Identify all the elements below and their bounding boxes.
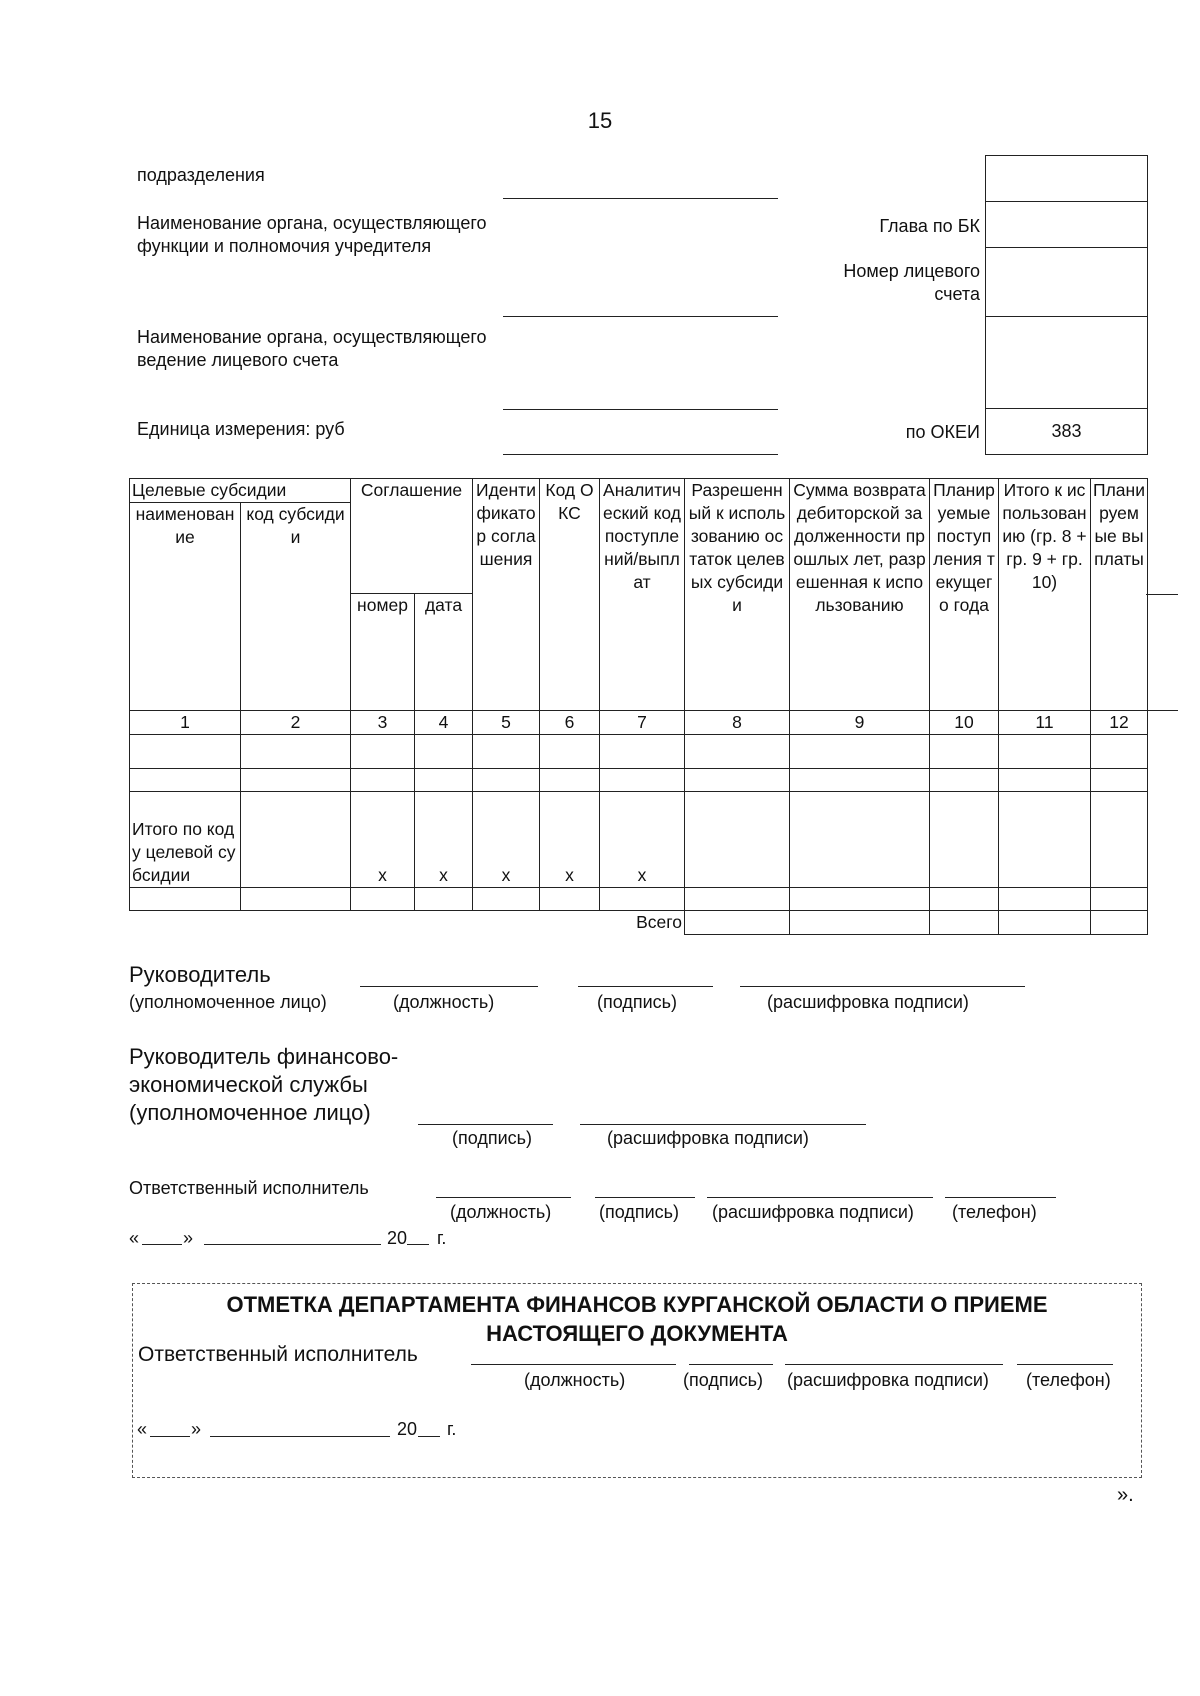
col-number: 2: [241, 711, 351, 735]
col-number: 1: [130, 711, 241, 735]
x-mark: х: [415, 792, 473, 888]
col-number: 8: [685, 711, 790, 735]
stamp-title-line-1: ОТМЕТКА ДЕПАРТАМЕНТА ФИНАНСОВ КУРГАНСКОЙ ОБЛАСТИ О ПРИЕМЕ: [226, 1292, 1048, 1317]
fin-signature-line: [418, 1124, 553, 1125]
col-number: 9: [790, 711, 930, 735]
date-year-line: [407, 1244, 429, 1245]
head-decoding-caption: (расшифровка подписи): [767, 992, 969, 1012]
stamp-position-line: [471, 1364, 676, 1365]
code-cell-chapter-bk: [986, 202, 1147, 248]
fin-decoding-caption: (расшифровка подписи): [607, 1128, 809, 1148]
th-return: Сумма возврата дебиторской задолженности прошлых лет, разрешенная к использованию: [790, 479, 930, 711]
fin-head-line-3: (уполномоченное лицо): [129, 1100, 371, 1125]
founder-organ-label: Наименование органа, осуществляющего функции и полномочия учредителя: [137, 213, 487, 256]
account-number-label: Номер лицевого счета: [843, 261, 980, 304]
table-row: [130, 735, 1148, 769]
head-signature-caption: (подпись): [597, 992, 678, 1012]
unit-line: [503, 454, 778, 455]
unit-label: Единица измерения: руб: [137, 419, 345, 439]
total-by-code-label: Итого по коду целевой субсидии: [130, 792, 241, 888]
head-decoding-line: [740, 986, 1025, 987]
stamp-position-caption: (должность): [524, 1370, 626, 1390]
account-organ-label: Наименование органа, осуществляющего ведение лицевого счета: [137, 327, 487, 370]
th-analytic: Аналитический код поступлений/выплат: [600, 479, 685, 711]
date-year-prefix: 20: [387, 1228, 408, 1248]
head-authorized: (уполномоченное лицо): [129, 992, 327, 1012]
date-year-suffix: г.: [437, 1228, 447, 1248]
th-planned-income: Планируемые поступления текущего года: [930, 479, 999, 711]
subsidies-table: [129, 478, 1148, 935]
th-total-use: Итого к использованию (гр. 8 + гр. 9 + гр. 10): [999, 479, 1091, 711]
subdivision-line: [503, 198, 778, 199]
fin-head-line-2: экономической службы: [129, 1072, 368, 1097]
stamp-date-year-line: [418, 1436, 440, 1437]
x-mark: х: [473, 792, 540, 888]
stamp-date-year-suffix: г.: [447, 1419, 457, 1439]
th-oks: Код ОКС: [540, 479, 600, 711]
col-number: 5: [473, 711, 540, 735]
table-row: [130, 769, 1148, 792]
resp-decoding-line: [707, 1197, 933, 1198]
table-row: [130, 888, 1148, 911]
stamp-date-day-line: [150, 1436, 190, 1437]
date-quote-close: »: [183, 1228, 194, 1248]
codes-box: [985, 155, 1148, 455]
x-mark: х: [600, 792, 685, 888]
x-mark: х: [540, 792, 600, 888]
code-cell-account-number: [986, 248, 1147, 317]
stamp-phone-caption: (телефон): [1026, 1370, 1111, 1390]
closing-mark: ».: [1117, 1484, 1134, 1506]
fin-signature-caption: (подпись): [452, 1128, 533, 1148]
col-number: 6: [540, 711, 600, 735]
stamp-date-quote-open: «: [137, 1419, 148, 1439]
code-cell-subdivision: [986, 156, 1147, 202]
stamp-title: [132, 1290, 1142, 1348]
resp-phone-caption: (телефон): [952, 1202, 1037, 1222]
head-signature-line: [578, 986, 713, 987]
th-name: наименование: [130, 503, 241, 711]
stamp-signature-line: [689, 1364, 773, 1365]
page-number: 15: [587, 108, 613, 133]
founder-organ-line: [503, 316, 778, 317]
th-target-subsidies: Целевые субсидии: [130, 479, 351, 503]
stamp-date-quote-close: »: [191, 1419, 202, 1439]
table-stub-line: [1146, 594, 1178, 595]
grand-total-label: Всего: [636, 912, 682, 932]
resp-signature-line: [595, 1197, 695, 1198]
date-month-line: [204, 1244, 381, 1245]
stamp-decoding-caption: (расшифровка подписи): [787, 1370, 989, 1390]
th-ident: Идентификатор соглашения: [473, 479, 540, 711]
subdivision-label: подразделения: [137, 165, 265, 185]
col-number: 4: [415, 711, 473, 735]
resp-signature-caption: (подпись): [599, 1202, 680, 1222]
col-number: 7: [600, 711, 685, 735]
col-number: 10: [930, 711, 999, 735]
responsible-label: Ответственный исполнитель: [129, 1178, 369, 1198]
resp-position-caption: (должность): [450, 1202, 552, 1222]
col-numbers-row: [130, 711, 1148, 735]
th-agreement: Соглашение: [351, 479, 473, 594]
resp-position-line: [436, 1197, 571, 1198]
fin-decoding-line: [580, 1124, 866, 1125]
stamp-date-year-prefix: 20: [397, 1419, 418, 1439]
resp-decoding-caption: (расшифровка подписи): [712, 1202, 914, 1222]
chapter-bk-label: Глава по БК: [879, 216, 980, 236]
fin-head-line-1: Руководитель финансово-: [129, 1044, 399, 1069]
date-quote-open: «: [129, 1228, 140, 1248]
stamp-decoding-line: [785, 1364, 1003, 1365]
code-cell-okei: 383: [986, 409, 1147, 455]
okei-label: по ОКЕИ: [905, 422, 980, 442]
date-day-line: [142, 1244, 182, 1245]
table-stub-line: [1146, 710, 1178, 711]
head-position-line: [360, 986, 538, 987]
head-position-caption: (должность): [393, 992, 495, 1012]
col-number: 11: [999, 711, 1091, 735]
th-code: код субсидии: [241, 503, 351, 711]
th-planned-pay: Планируемые выплаты: [1091, 479, 1148, 711]
th-number: номер: [351, 594, 415, 711]
total-by-code-row: [130, 792, 1148, 888]
col-number: 12: [1091, 711, 1148, 735]
code-cell-account-organ: [986, 317, 1147, 409]
stamp-title-line-2: НАСТОЯЩЕГО ДОКУМЕНТА: [486, 1321, 788, 1346]
account-organ-line: [503, 409, 778, 410]
stamp-signature-caption: (подпись): [683, 1370, 764, 1390]
grand-total-row: [130, 911, 1148, 935]
resp-phone-line: [945, 1197, 1056, 1198]
stamp-date-month-line: [210, 1436, 390, 1437]
head-label: Руководитель: [129, 962, 271, 987]
x-mark: х: [351, 792, 415, 888]
col-number: 3: [351, 711, 415, 735]
stamp-responsible-label: Ответственный исполнитель: [138, 1343, 418, 1366]
th-allowed: Разрешенный к использованию остаток целевых субсидии: [685, 479, 790, 711]
th-date: дата: [415, 594, 473, 711]
stamp-phone-line: [1017, 1364, 1113, 1365]
